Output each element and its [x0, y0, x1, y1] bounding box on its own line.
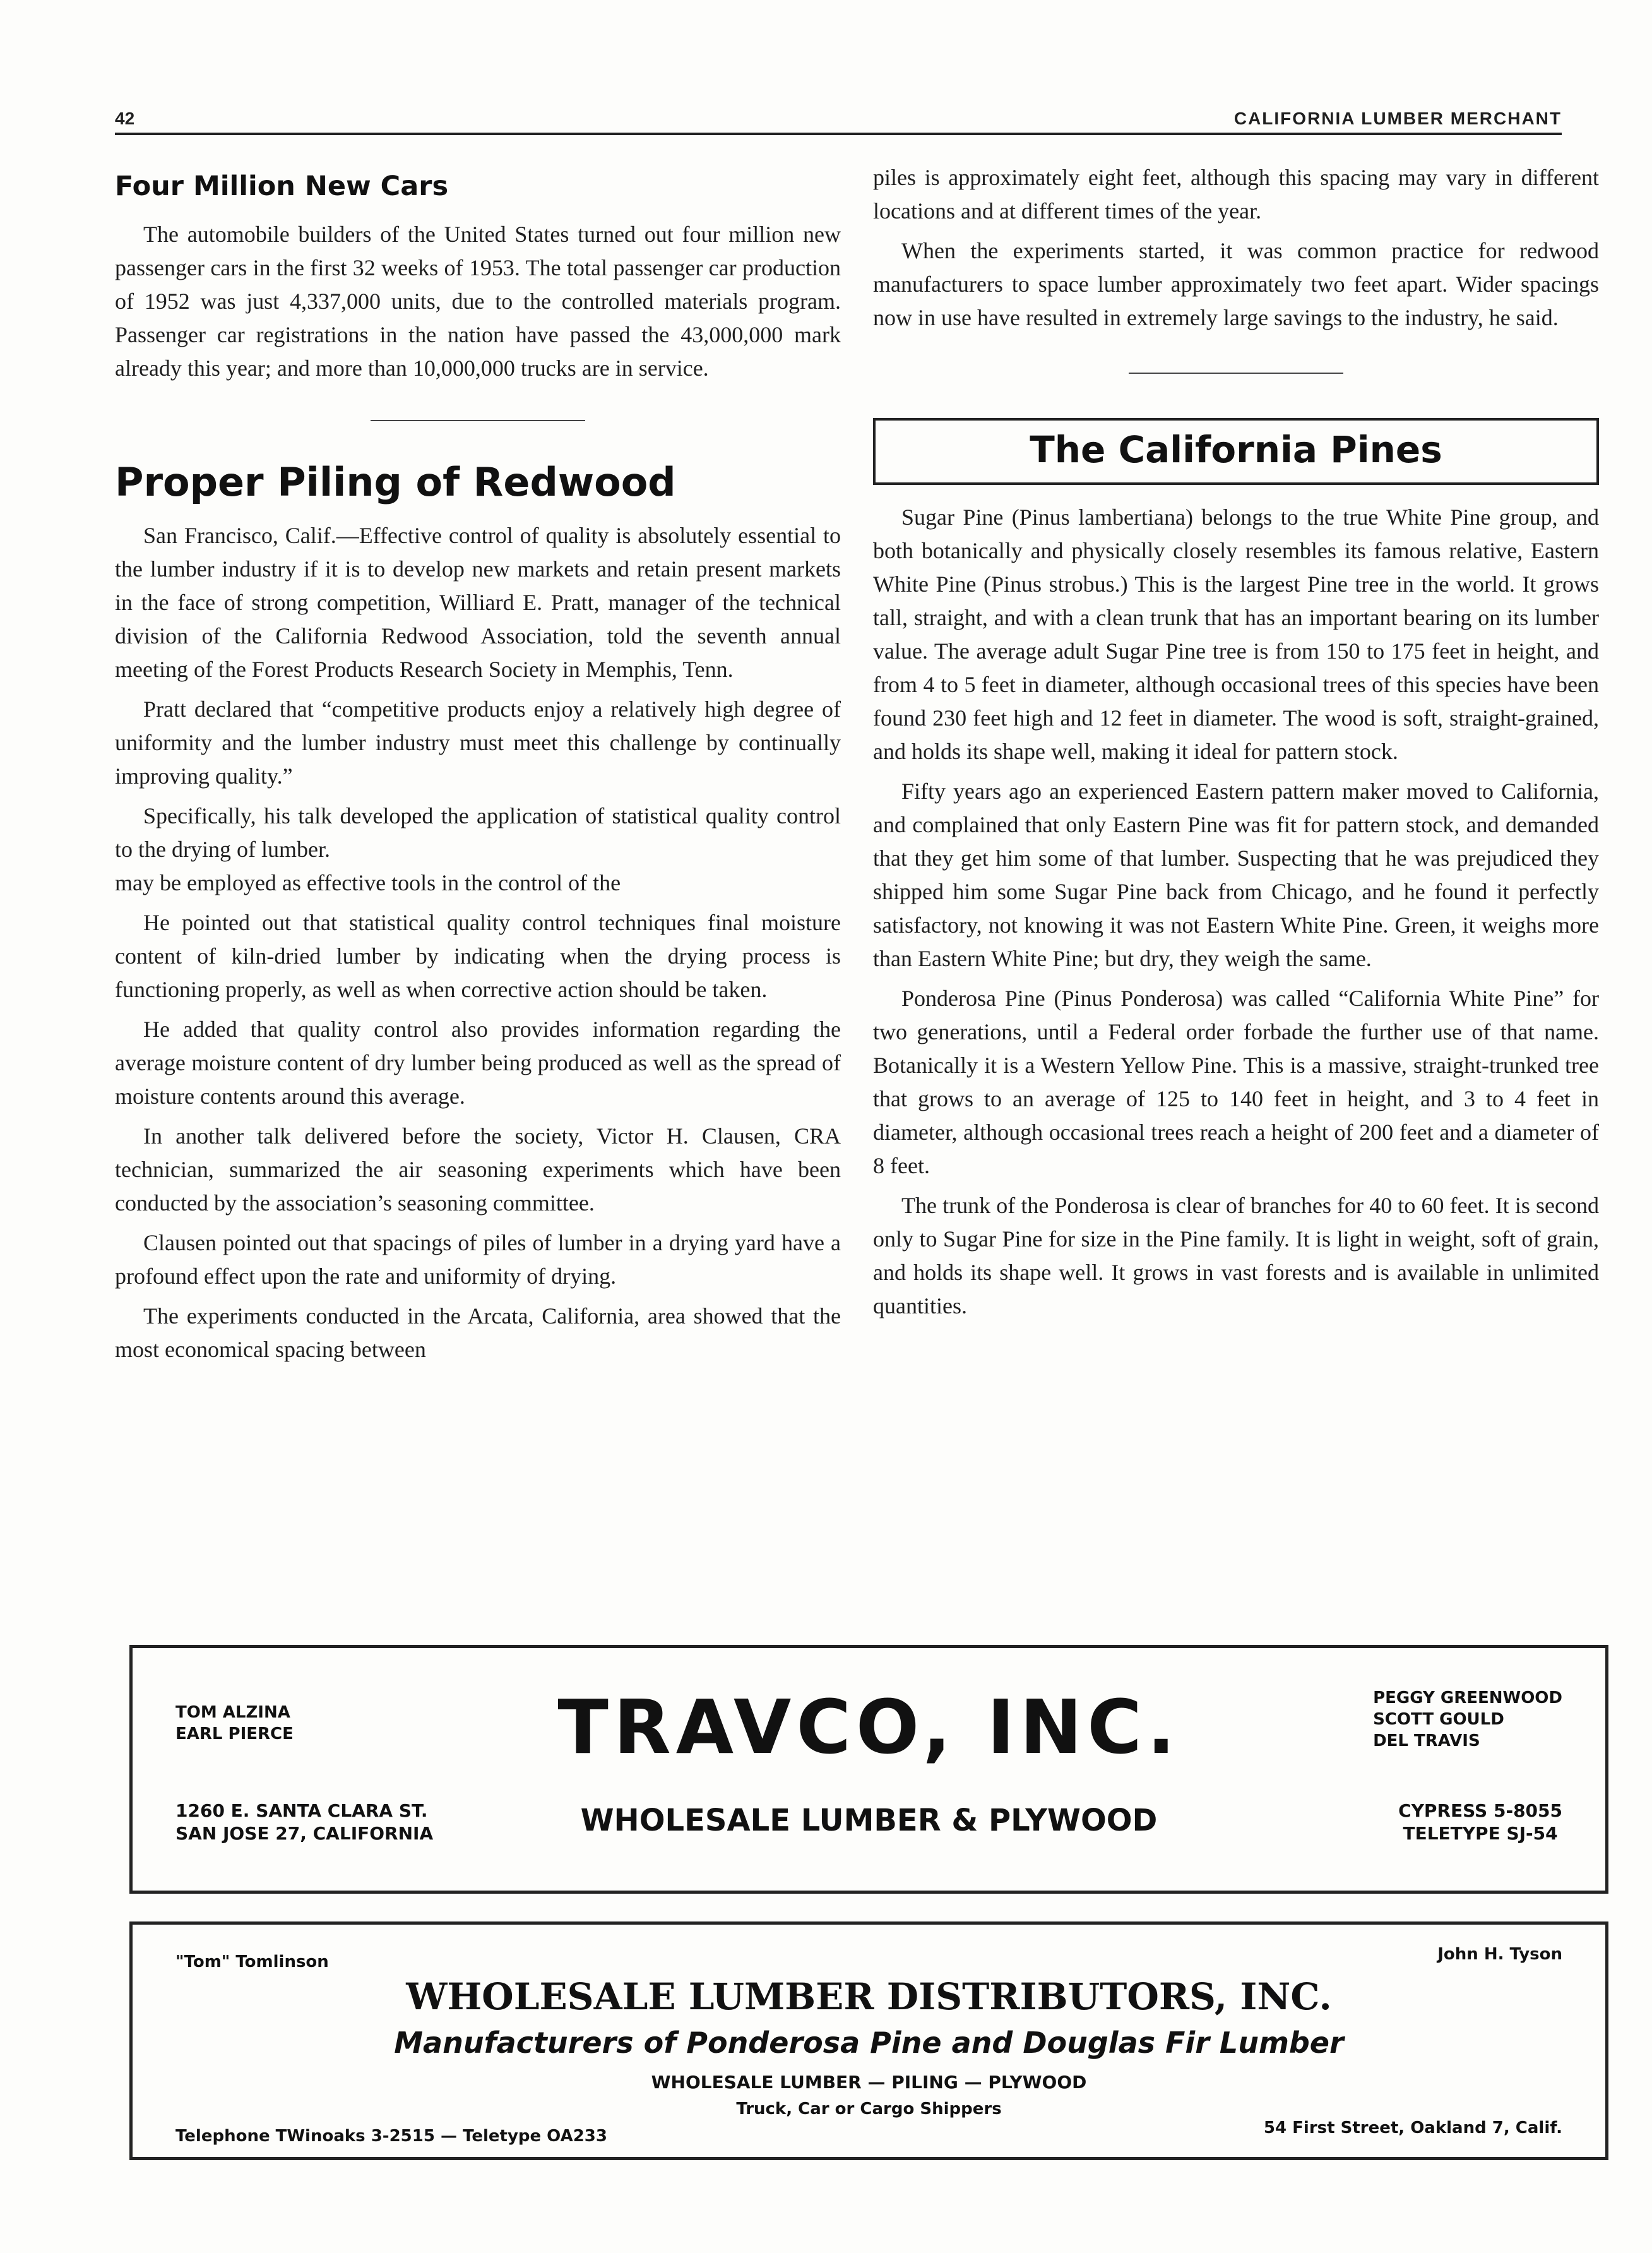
- ad-address: 54 First Street, Oakland 7, Calif.: [1263, 2119, 1562, 2137]
- paragraph: When the experiments started, it was common practice for redwood manufacturers to space lumber approximately two feet apart. Wider spacings now in use have resulted in extremely large savings to the industry, he said.: [873, 238, 1599, 330]
- advertisement-travco: [129, 1645, 1608, 1894]
- paragraph: Fifty years ago an experienced Eastern pattern maker moved to California, and complained that only Eastern Pine was fit for pattern stock, and demanded that they get him some of that lumber. Suspecting that he was prejudiced they shipped him some Sugar Pine back from Chicago, and he found it perfectly satisfactory, not knowing it was not Eastern White Pine. Green, it weighs more than Eastern White Pine; but dry, they weigh the same.: [873, 779, 1599, 971]
- page-number: 42: [115, 109, 135, 128]
- paragraph: He added that quality control also provides information regarding the average moisture content of dry lumber being produced as well as the spread of moisture contents around this average.: [115, 1017, 841, 1109]
- address-line: SAN JOSE 27, CALIFORNIA: [175, 1823, 434, 1844]
- paragraph: In another talk delivered before the society, Victor H. Clausen, CRA technician, summarized the air seasoning experiments which have been conducted by the association’s seasoning committee.: [115, 1123, 841, 1216]
- contact-name-right: John H. Tyson: [1437, 1945, 1562, 1964]
- paragraph: He pointed out that statistical quality control techniques final moisture content of kiln-dried lumber by indicating when the drying process is functioning properly, as well as when corrective action should be taken.: [115, 910, 841, 1002]
- paragraph: Ponderosa Pine (Pinus Ponderosa) was called “California White Pine” for two generations, until a Federal order forbade the further use of that name. Botanically it is a Western Yellow Pine. This is a massive, straight-trunked tree that grows to an average of 125 to 140 feet in height, and 3 to 4 feet in diameter, although occasional trees reach a height of 200 feet and a diameter of 8 feet.: [873, 986, 1599, 1178]
- contact-name-left: "Tom" Tomlinson: [175, 1952, 329, 1971]
- contact-name: PEGGY GREENWOOD: [1373, 1688, 1562, 1707]
- article-title-cars: Four Million New Cars: [115, 170, 449, 202]
- article-title-pines: The California Pines: [873, 418, 1599, 485]
- page-header: [115, 95, 1562, 135]
- ad-products: WHOLESALE LUMBER — PILING — PLYWOOD: [651, 2072, 1087, 2093]
- paragraph: piles is approximately eight feet, although this spacing may vary in different locations and at different times of the year.: [873, 165, 1599, 224]
- advertisement-wholesale-lumber: [129, 1921, 1608, 2160]
- ad-shipping: Truck, Car or Cargo Shippers: [736, 2100, 1002, 2119]
- address-line: 1260 E. SANTA CLARA ST.: [175, 1800, 428, 1821]
- left-column: [115, 161, 841, 1373]
- contact-name: DEL TRAVIS: [1373, 1731, 1480, 1750]
- divider: [371, 420, 585, 421]
- contact-name: EARL PIERCE: [175, 1724, 294, 1743]
- divider: [1129, 373, 1343, 374]
- paragraph: The trunk of the Ponderosa is clear of branches for 40 to 60 feet. It is second only to Sugar Pine for size in the Pine family. It is light in weight, soft of grain, and holds its shape well. It grows in vast forests and is available in unlimited quantities.: [873, 1193, 1599, 1318]
- paragraph: The automobile builders of the United States turned out four million new passenger cars in the first 32 weeks of 1953. The total passenger car production of 1952 was just 4,337,000 units, due to the controlled materials program. Passenger car registrations in the nation have passed the 43,000,000 mark already this year; and more than 10,000,000 trucks are in service.: [115, 222, 841, 381]
- paragraph: The experiments conducted in the Arcata, California, area showed that the most economical spacing between: [115, 1303, 841, 1362]
- contact-name: TOM ALZINA: [175, 1703, 290, 1722]
- paragraph: Specifically, his talk developed the application of statistical quality control to the drying of lumber.: [115, 803, 841, 862]
- paragraph: Pratt declared that “competitive products enjoy a relatively high degree of uniformity and the lumber industry must meet this challenge by continually improving quality.”: [115, 696, 841, 789]
- magazine-title: CALIFORNIA LUMBER MERCHANT: [1233, 109, 1562, 128]
- paragraph: Sugar Pine (Pinus lambertiana) belongs to the true White Pine group, and both botanically and physically closely resembles its famous relative, Eastern White Pine (Pinus strobus.) This is the largest Pine tree in the world. It grows tall, straight, and with a clean trunk that has an important bearing on its lumber value. The average adult Sugar Pine tree is from 150 to 175 feet in height, and from 4 to 5 feet in diameter, although occasional trees of this species have been found 230 feet high and 12 feet in diameter. The wood is soft, straight-grained, and holds its shape well, making it ideal for pattern stock.: [873, 505, 1599, 764]
- ad-phones: [1398, 1800, 1562, 1845]
- ad-tagline: WHOLESALE LUMBER & PLYWOOD: [580, 1803, 1158, 1838]
- company-name: TRAVCO, INC.: [557, 1683, 1180, 1771]
- right-column: [873, 161, 1599, 1329]
- article-title-redwood: Proper Piling of Redwood: [115, 459, 676, 505]
- paragraph: Clausen pointed out that spacings of piles of lumber in a drying yard have a profound effect upon the rate and uniformity of drying.: [115, 1230, 841, 1289]
- phone-line: TELETYPE SJ-54: [1403, 1823, 1558, 1844]
- paragraph: San Francisco, Calif.—Effective control of quality is absolutely essential to the lumber industry if it is to develop new markets and retain present markets in the face of strong competition, Williard E. Pratt, manager of the technical division of the California Redwood Association, told the seventh annual meeting of the Forest Products Research Society in Memphis, Tenn.: [115, 523, 841, 682]
- ad-telephone: Telephone TWinoaks 3-2515 — Teletype OA233: [175, 2127, 607, 2146]
- contact-name: SCOTT GOULD: [1373, 1710, 1504, 1729]
- paragraph: may be employed as effective tools in the control of the: [115, 870, 621, 895]
- company-name: WHOLESALE LUMBER DISTRIBUTORS, INC.: [406, 1975, 1332, 2018]
- phone-line: CYPRESS 5-8055: [1398, 1800, 1562, 1821]
- ad-right-names: [1373, 1687, 1562, 1752]
- ad-tagline: Manufacturers of Ponderosa Pine and Douglas Fir Lumber: [394, 2026, 1344, 2060]
